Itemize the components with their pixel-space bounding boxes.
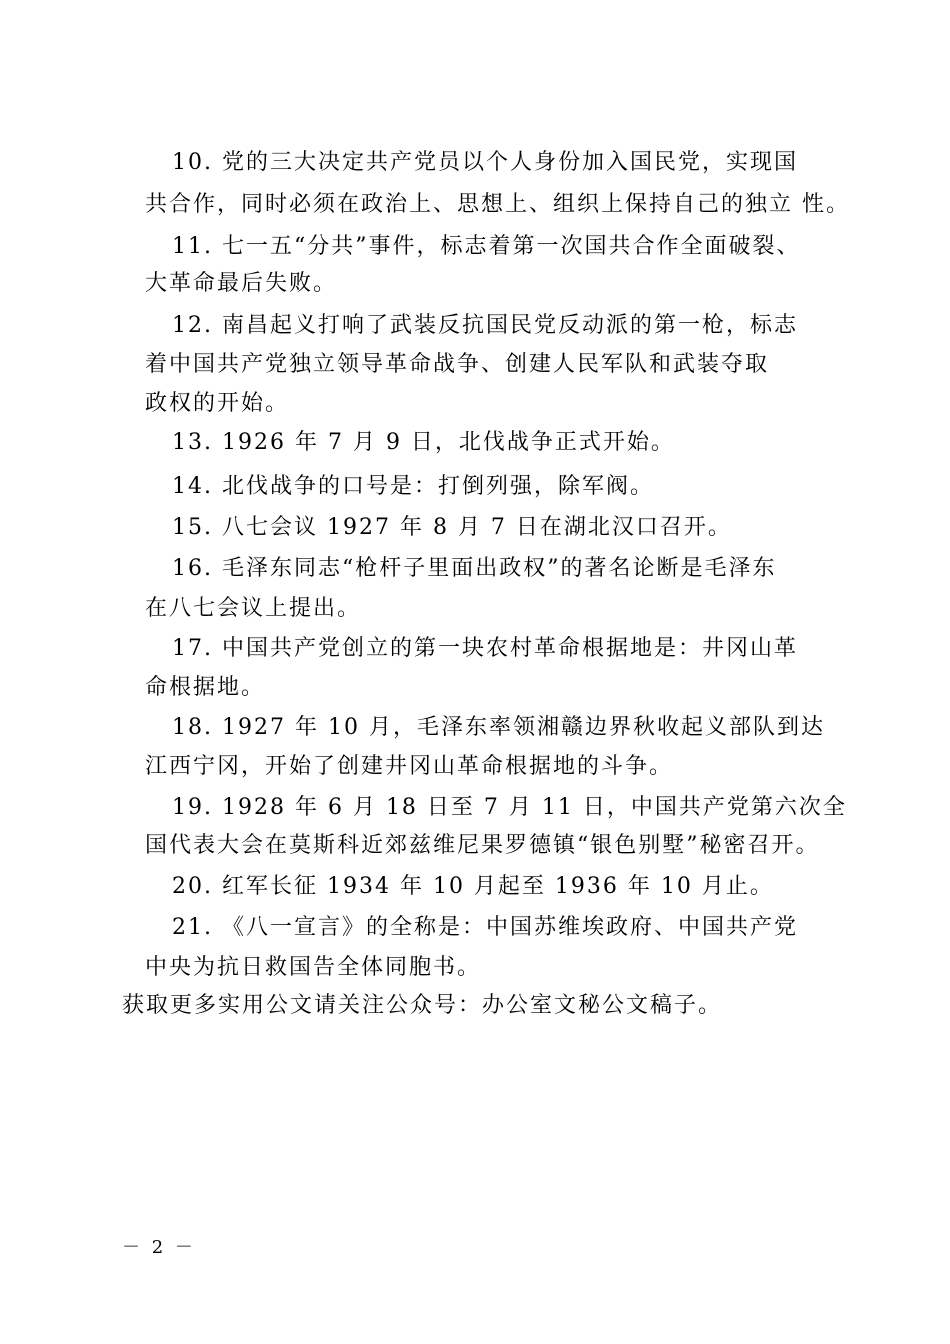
text-line: 21. 《八一宣言》的全称是：中国苏维埃政府、中国共产党 [172,915,798,940]
text-line: 国代表大会在莫斯科近郊兹维尼果罗德镇“银色别墅”秘密召开。 [145,833,820,858]
text-line: 共合作，同时必须在政治上、思想上、组织上保持自己的独立 性。 [145,192,850,217]
text-line: 13. 1926 年 7 月 9 日，北伐战争正式开始。 [172,430,675,455]
text-line: 17. 中国共产党创立的第一块农村革命根据地是：井冈山革 [172,636,798,661]
text-line: 江西宁冈，开始了创建井冈山革命根据地的斗争。 [145,754,674,779]
text-line: 19. 1928 年 6 月 18 日至 7 月 11 日，中国共产党第六次全 [172,795,847,820]
text-line: 在八七会议上提出。 [145,596,362,621]
text-line: 14. 北伐战争的口号是：打倒列强，除军阀。 [172,474,654,499]
text-line: 政权的开始。 [145,391,290,416]
text-line: 20. 红军长征 1934 年 10 月起至 1936 年 10 月止。 [172,874,774,899]
text-line: 10. 党的三大决定共产党员以个人身份加入国民党，实现国 [172,150,798,175]
text-line: 11. 七一五“分共”事件，标志着第一次国共合作全面破裂、 [172,234,801,259]
page-number: － 2 － [122,1237,196,1258]
text-line: 15. 八七会议 1927 年 8 月 7 日在湖北汉口召开。 [172,515,732,540]
text-line: 18. 1927 年 10 月，毛泽东率领湘赣边界秋收起义部队到达 [172,715,825,740]
text-line: 12. 南昌起义打响了武装反抗国民党反动派的第一枪，标志 [172,313,798,338]
text-line: 大革命最后失败。 [145,271,338,296]
text-line: 着中国共产党独立领导革命战争、创建人民军队和武装夺取 [145,352,770,377]
text-line: 16. 毛泽东同志“枪杆子里面出政权”的著名论断是毛泽东 [172,556,777,581]
footer-note: 获取更多实用公文请关注公众号：办公室文秘公文稿子。 [122,993,723,1018]
text-line: 命根据地。 [145,675,266,700]
text-line: 中央为抗日救国告全体同胞书。 [145,955,482,980]
